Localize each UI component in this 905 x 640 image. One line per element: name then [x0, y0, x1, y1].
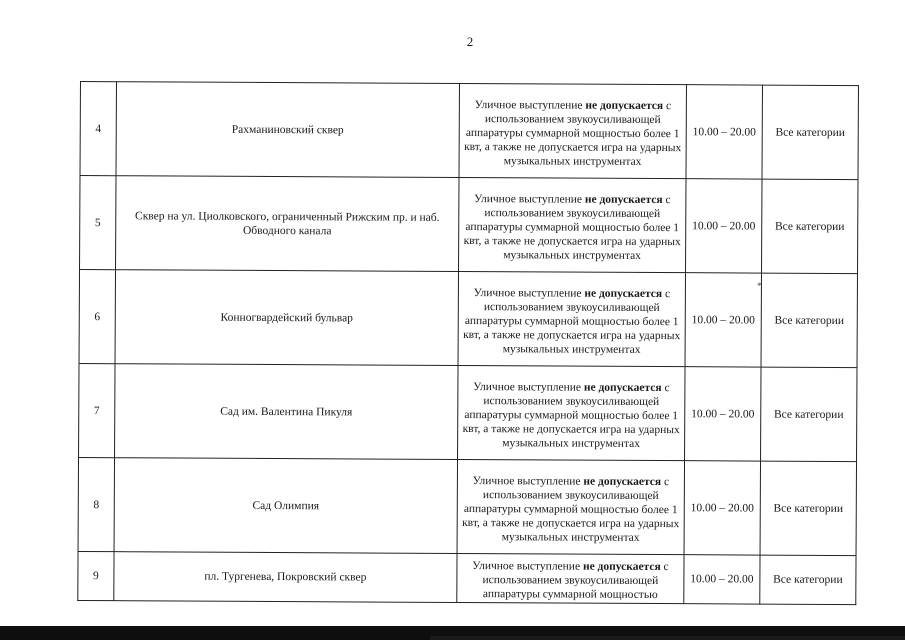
table-row	[78, 457, 856, 555]
category: Все категории	[760, 461, 856, 556]
schedule-table-wrapper	[77, 81, 858, 605]
table-row	[78, 551, 856, 604]
performance-rule: Уличное выступление не допускается с использованием звукоусиливающей аппаратуры суммарной мощностью более 1 квт, а также не допускается игра на ударных музыкальных инструментах	[457, 459, 684, 554]
category: Все категории	[761, 273, 857, 368]
time-range: 10.00 – 20.00	[684, 461, 760, 555]
performance-rule: Уличное выступление не допускается с использованием звукоусиливающей аппаратуры суммарной мощностью	[457, 553, 684, 603]
scan-edge-shadow	[430, 636, 905, 640]
performance-rule: Уличное выступление не допускается с использованием звукоусиливающей аппаратуры суммарной мощностью более 1 квт, а также не допускается игра на ударных музыкальных инструментах	[458, 365, 685, 460]
time-range: 10.00 – 20.00	[686, 179, 762, 273]
stray-mark: *	[757, 281, 762, 291]
table-row	[80, 176, 858, 274]
time-range: 10.00 – 20.00	[685, 367, 761, 461]
place-name: Конногвардейский бульвар	[115, 270, 458, 366]
performance-rule: Уличное выступление не допускается с использованием звукоусиливающей аппаратуры суммарной мощностью более 1 квт, а также не допускается игра на ударных музыкальных инструментах	[459, 83, 686, 178]
row-number: 8	[78, 457, 114, 551]
schedule-table	[77, 81, 859, 605]
row-number: 4	[80, 82, 116, 176]
table-row	[80, 82, 858, 180]
place-name: Сад Олимпия	[114, 458, 457, 554]
time-range: 10.00 – 20.00	[685, 273, 761, 367]
time-range: 10.00 – 20.00	[686, 85, 762, 179]
page-number: 2	[466, 34, 474, 49]
category: Все категории	[761, 367, 857, 462]
row-number: 7	[79, 363, 115, 457]
performance-rule: Уличное выступление не допускается с использованием звукоусиливающей аппаратуры суммарной мощностью более 1 квт, а также не допускается игра на ударных музыкальных инструментах	[458, 271, 685, 366]
category: Все категории	[760, 555, 856, 605]
place-name: пл. Тургенева, Покровский сквер	[114, 552, 457, 603]
place-name: Рахманиновский сквер	[116, 82, 459, 178]
row-number: 9	[78, 551, 114, 600]
performance-rule: Уличное выступление не допускается с использованием звукоусиливающей аппаратуры суммарной мощностью более 1 квт, а также не допускается игра на ударных музыкальных инструментах	[459, 177, 686, 272]
row-number: 6	[79, 270, 115, 364]
category: Все категории	[762, 179, 858, 274]
table-row	[79, 363, 857, 461]
row-number: 5	[80, 176, 116, 270]
category: Все категории	[762, 85, 858, 180]
place-name: Сад им. Валентина Пикуля	[115, 364, 458, 460]
time-range: 10.00 – 20.00	[684, 555, 760, 604]
place-name: Сквер на ул. Циолковского, ограниченный Рижским пр. и наб. Обводного канала	[116, 176, 459, 272]
table-row	[79, 270, 857, 368]
